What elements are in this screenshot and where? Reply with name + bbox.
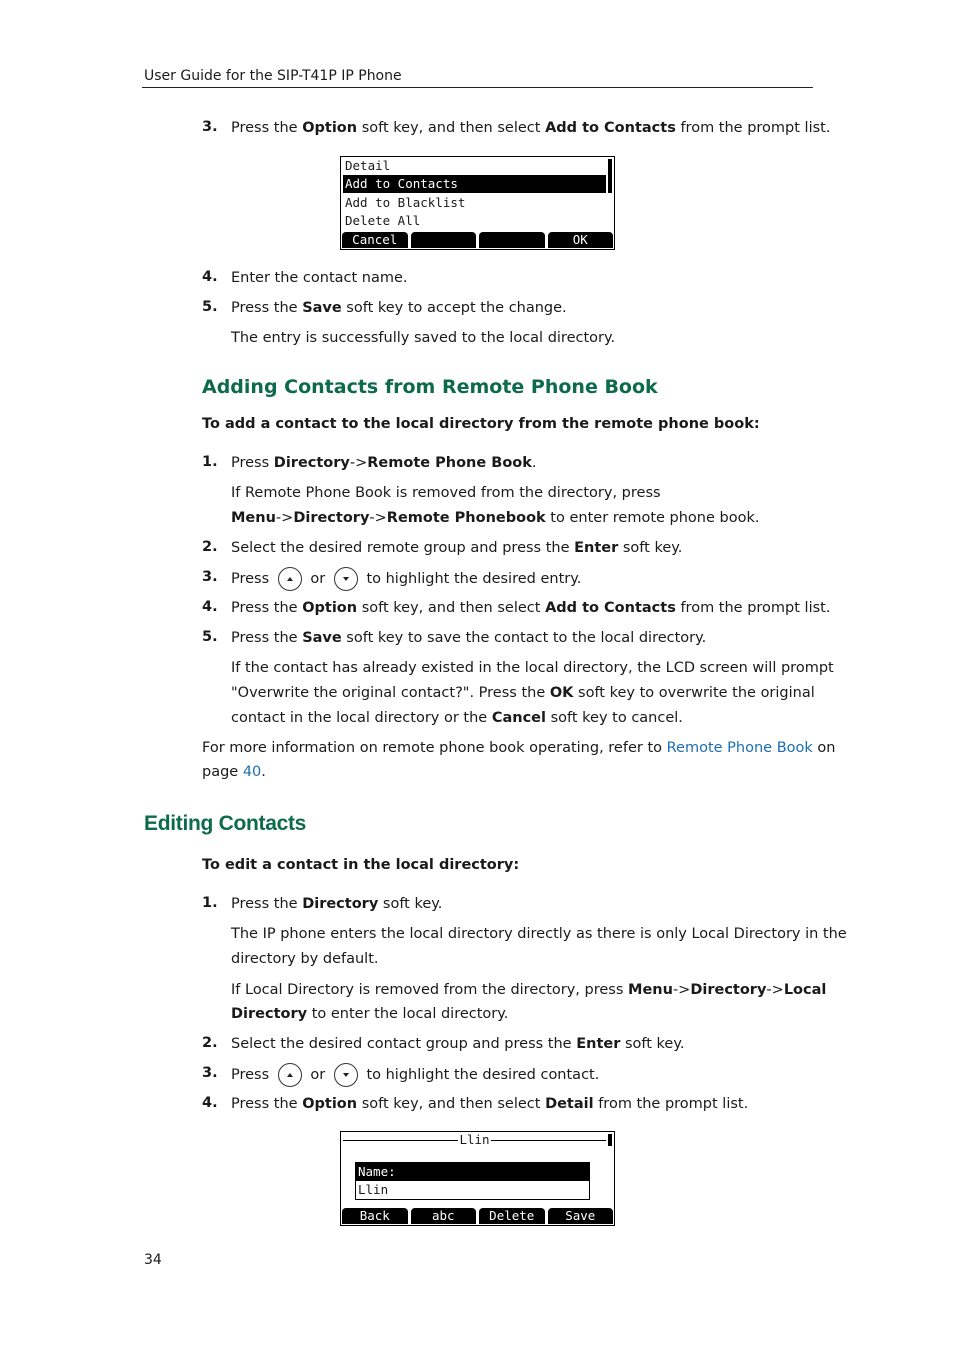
- softkey-blank[interactable]: [479, 232, 545, 248]
- step-number: 5.: [202, 299, 218, 315]
- page-number: 34: [144, 1252, 162, 1268]
- step-number: 2.: [202, 539, 218, 555]
- step-number: 5.: [202, 629, 218, 645]
- step-number: 3.: [202, 1065, 218, 1081]
- down-arrow-icon: [334, 567, 358, 591]
- step-number: 3.: [202, 569, 218, 585]
- header-rule: [142, 87, 813, 88]
- step-text: Press or to highlight the desired entry.: [231, 567, 581, 591]
- up-arrow-icon: [278, 1063, 302, 1087]
- softkey-back[interactable]: Back: [342, 1208, 408, 1224]
- step-note: The entry is successfully saved to the local directory.: [231, 330, 616, 346]
- step-number: 1.: [202, 895, 218, 911]
- lcd-list-item[interactable]: Detail: [345, 158, 391, 173]
- softkey-delete[interactable]: Delete: [479, 1208, 545, 1224]
- step-text: Press the Save soft key to save the contact to the local directory.: [231, 630, 707, 646]
- step-text: Press the Option soft key, and then select Add to Contacts from the prompt list.: [231, 600, 831, 616]
- lcd-list-item[interactable]: Delete All: [345, 213, 421, 228]
- step-text: Press the Option soft key, and then select Add to Contacts from the prompt list.: [231, 120, 831, 136]
- step-note: The IP phone enters the local directory directly as there is only Local Directory in the: [231, 926, 847, 942]
- lcd-contact-detail: [340, 1131, 615, 1226]
- step-note: Directory to enter the local directory.: [231, 1006, 509, 1022]
- step-number: 3.: [202, 119, 218, 135]
- softkey-blank[interactable]: [411, 232, 477, 248]
- softkey-abc[interactable]: abc: [411, 1208, 477, 1224]
- lcd-field-value[interactable]: Llin: [358, 1182, 389, 1197]
- softkey-ok[interactable]: OK: [548, 232, 614, 248]
- lcd-field-label: Name:: [356, 1163, 589, 1181]
- step-text: Select the desired remote group and press the Enter soft key.: [231, 540, 683, 556]
- step-text: Press the Option soft key, and then select Detail from the prompt list.: [231, 1096, 749, 1112]
- step-note: contact in the local directory or the Cancel soft key to cancel.: [231, 710, 683, 726]
- step-note: directory by default.: [231, 951, 379, 967]
- softkey-cancel[interactable]: Cancel: [342, 232, 408, 248]
- step-number: 2.: [202, 1035, 218, 1051]
- step-number: 4.: [202, 269, 218, 285]
- step-text: Press Directory->Remote Phone Book.: [231, 455, 537, 471]
- lcd-softkeys: [342, 1208, 613, 1224]
- section-heading: Adding Contacts from Remote Phone Book: [202, 376, 658, 398]
- lcd-scrollbar: [608, 159, 612, 193]
- lcd-list-item-selected[interactable]: Add to Contacts: [343, 175, 606, 193]
- softkey-save[interactable]: Save: [548, 1208, 614, 1224]
- reference-text: For more information on remote phone book operating, refer to Remote Phone Book on: [202, 740, 836, 756]
- step-text: Press the Directory soft key.: [231, 896, 443, 912]
- step-text: Select the desired contact group and press the Enter soft key.: [231, 1036, 685, 1052]
- up-arrow-icon: [278, 567, 302, 591]
- step-note: If Local Directory is removed from the directory, press Menu->Directory->Local: [231, 982, 827, 998]
- step-note: "Overwrite the original contact?". Press the OK soft key to overwrite the original: [231, 685, 815, 701]
- lcd-scrollbar: [608, 1134, 612, 1146]
- lcd-softkeys: [342, 232, 613, 248]
- section-heading: Editing Contacts: [144, 812, 307, 835]
- step-note: If Remote Phone Book is removed from the directory, press: [231, 485, 661, 501]
- reference-text: page 40.: [202, 764, 266, 780]
- step-number: 4.: [202, 1095, 218, 1111]
- step-note: If the contact has already existed in the local directory, the LCD screen will prompt: [231, 660, 834, 676]
- procedure-title: To add a contact to the local directory from the remote phone book:: [202, 416, 760, 432]
- step-number: 4.: [202, 599, 218, 615]
- lcd-prompt-list: [340, 156, 615, 250]
- procedure-title: To edit a contact in the local directory:: [202, 857, 520, 873]
- page-40-link[interactable]: 40: [242, 764, 262, 780]
- lcd-name-field[interactable]: [355, 1162, 590, 1200]
- down-arrow-icon: [334, 1063, 358, 1087]
- step-text: Enter the contact name.: [231, 270, 408, 286]
- step-text: Press the Save soft key to accept the change.: [231, 300, 567, 316]
- step-text: Press or to highlight the desired contact.: [231, 1063, 599, 1087]
- lcd-title: Llin: [459, 1132, 490, 1147]
- running-header: User Guide for the SIP-T41P IP Phone: [144, 68, 402, 84]
- step-note: Menu->Directory->Remote Phonebook to enter remote phone book.: [231, 510, 760, 526]
- step-number: 1.: [202, 454, 218, 470]
- remote-phone-book-link[interactable]: Remote Phone Book: [666, 740, 813, 756]
- lcd-list-item[interactable]: Add to Blacklist: [345, 195, 466, 210]
